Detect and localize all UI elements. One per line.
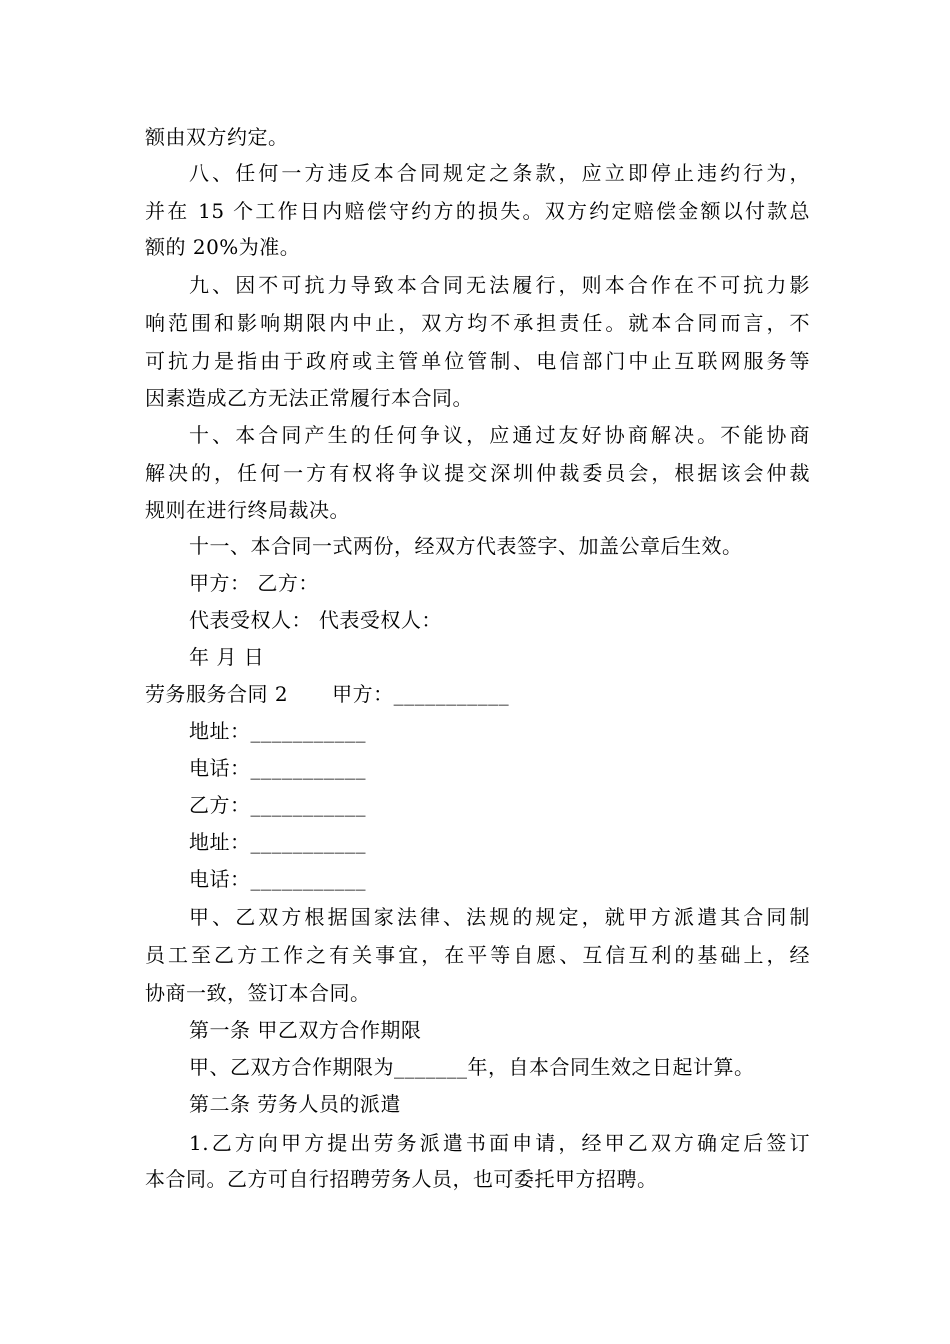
article-1-heading: 第一条 甲乙双方合作期限	[189, 1018, 422, 1042]
clause-9-line-2: 响范围和影响期限内中止，双方均不承担责任。就本合同而言，不	[145, 311, 810, 335]
clause-9-line-3: 可抗力是指由于政府或主管单位管制、电信部门中止互联网服务等	[145, 349, 810, 373]
article-2-item-1-line-2: 本合同。乙方可自行招聘劳务人员，也可委托甲方招聘。	[145, 1167, 658, 1191]
preamble-line-1: 甲、乙双方根据国家法律、法规的规定，就甲方派遣其合同制	[189, 905, 810, 929]
party-a-phone-field: 电话：___________	[189, 756, 366, 780]
party-b-field: 乙方：___________	[189, 793, 366, 817]
preamble-line-2: 员工至乙方工作之有关事宜，在平等自愿、互信互利的基础上，经	[145, 943, 810, 967]
article-2-item-1-line-1: 1.乙方向甲方提出劳务派遣书面申请，经甲乙双方确定后签订	[189, 1131, 810, 1155]
party-b-phone-field: 电话：___________	[189, 867, 366, 891]
party-a-address-field: 地址：___________	[189, 719, 366, 743]
clause-9-line-4: 因素造成乙方无法正常履行本合同。	[145, 386, 473, 410]
party-a-field: 甲方：___________	[332, 682, 510, 706]
contract-2-heading-line	[145, 676, 810, 712]
clause-10-line-3: 规则在进行终局裁决。	[145, 498, 350, 522]
clause-8-line-1: 八、任何一方违反本合同规定之条款，应立即停止违约行为，	[189, 161, 810, 185]
representative-labels: 代表受权人： 代表受权人：	[189, 608, 442, 632]
clause-10-line-2: 解决的，任何一方有权将争议提交深圳仲裁委员会，根据该会仲裁	[145, 461, 810, 485]
contract-2-title: 劳务服务合同 2	[145, 682, 289, 706]
article-2-heading: 第二条 劳务人员的派遣	[189, 1092, 401, 1116]
clause-8-line-2: 并在 15 个工作日内赔偿守约方的损失。双方约定赔偿金额以付款总	[145, 199, 810, 223]
party-b-address-field: 地址：___________	[189, 830, 366, 854]
article-1-text: 甲、乙双方合作期限为_______年，自本合同生效之日起计算。	[189, 1055, 755, 1079]
clause-10-line-1: 十、本合同产生的任何争议，应通过友好协商解决。不能协商	[189, 423, 810, 447]
clause-9-line-1: 九、因不可抗力导致本合同无法履行，则本合作在不可抗力影	[189, 273, 810, 297]
text-line: 额由双方约定。	[145, 125, 289, 149]
party-labels: 甲方： 乙方：	[189, 571, 319, 595]
date-line: 年 月 日	[189, 645, 265, 669]
clause-11-line: 十一、本合同一式两份，经双方代表签字、加盖公章后生效。	[189, 534, 743, 558]
preamble-line-3: 协商一致，签订本合同。	[145, 981, 371, 1005]
clause-8-line-3: 额的 20%为准。	[145, 235, 301, 259]
